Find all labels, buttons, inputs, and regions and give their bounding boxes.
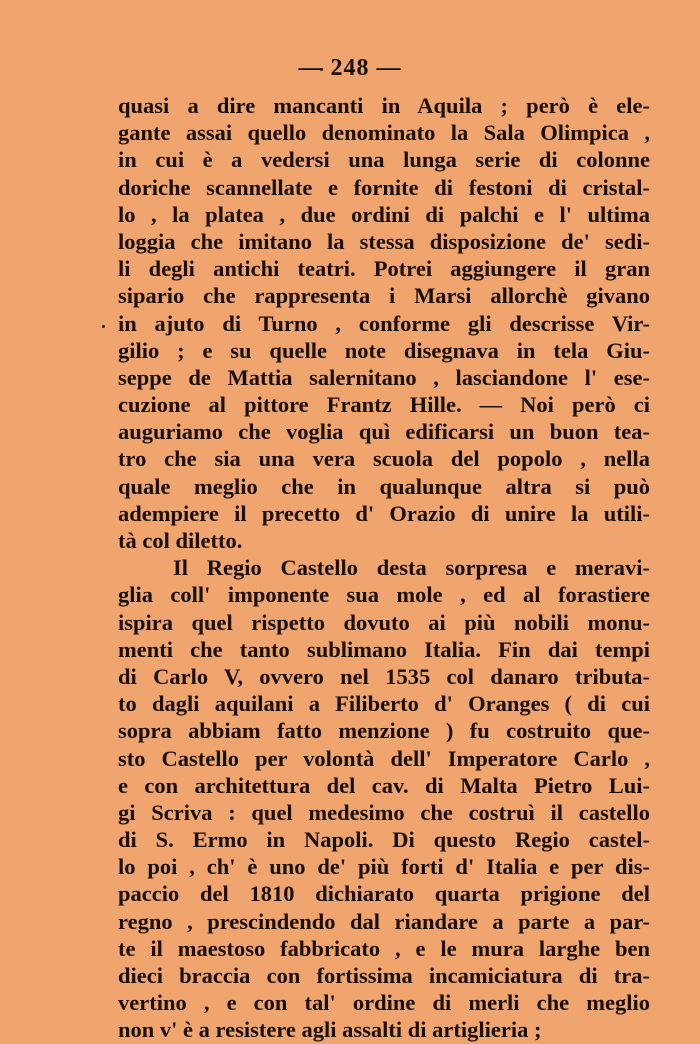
text-line: auguriamo che voglia quì edificarsi un buon tea- xyxy=(118,419,650,445)
text-line: in cui è a vedersi una lunga serie di colonne xyxy=(118,147,650,173)
text-line: glia coll' imponente sua mole , ed al forastiere xyxy=(118,582,650,608)
text-line: regno , prescindendo dal riandare a parte a par- xyxy=(118,908,650,934)
text-line: li degli antichi teatri. Potrei aggiungere il gran xyxy=(118,256,650,282)
text-line: di Carlo V, ovvero nel 1535 col danaro tributa- xyxy=(118,663,650,689)
text-line: in ajuto di Turno , conforme gli descrisse Vir- xyxy=(118,310,650,336)
text-line: sopra abbiam fatto menzione ) fu costruito que- xyxy=(118,718,650,744)
text-line: cuzione al pittore Frantz Hille. — Noi però ci xyxy=(118,392,650,418)
paragraph xyxy=(118,554,650,1043)
text-line: ispira quel rispetto dovuto ai più nobili monu- xyxy=(118,609,650,635)
text-line: di S. Ermo in Napoli. Di questo Regio castel- xyxy=(118,827,650,853)
text-line: sipario che rappresenta i Marsi allorchè givano xyxy=(118,283,650,309)
text-line: sto Castello per volontà dell' Imperatore Carlo , xyxy=(118,745,650,771)
text-line: seppe de Mattia salernitano , lasciandone l' ese- xyxy=(118,364,650,390)
text-line: gi Scriva : quel medesimo che costruì il castello xyxy=(118,799,650,825)
text-line: gante assai quello denominato la Sala Olimpica , xyxy=(118,120,650,146)
text-line: paccio del 1810 dichiarato quarta prigione del xyxy=(118,881,650,907)
text-line: tà col diletto. xyxy=(118,528,243,553)
text-line: lo poi , ch' è uno de' più forti d' Italia e per dis- xyxy=(118,854,650,880)
text-line: vertino , e con tal' ordine di merli che meglio xyxy=(118,990,650,1016)
page-number: — 248 — xyxy=(298,55,402,81)
print-speck xyxy=(102,325,105,328)
text-line: te il maestoso fabbricato , e le mura larghe ben xyxy=(118,935,650,961)
text-line: loggia che imitano la stessa disposizione de' sedi- xyxy=(118,228,650,254)
text-line: lo , la platea , due ordini di palchi e l' ultima xyxy=(118,201,650,227)
text-line: Il Regio Castello desta sorpresa e meravi- xyxy=(173,555,650,581)
text-line: tro che sia una vera scuola del popolo , nella xyxy=(118,446,650,472)
text-line: non v' è a resistere agli assalti di artiglieria ; xyxy=(118,1017,542,1043)
paragraph xyxy=(118,92,650,554)
text-line: to dagli aquilani a Filiberto d' Oranges ( di cui xyxy=(118,691,650,717)
text-line: dieci braccia con fortissima incamiciatura di tra- xyxy=(118,963,650,988)
page-body-text xyxy=(118,92,650,1044)
text-line: quale meglio che in qualunque altra si può xyxy=(118,473,650,499)
text-line: adempiere il precetto d' Orazio di unire la utili- xyxy=(118,500,650,526)
text-line: doriche scannellate e fornite di festoni di cristal- xyxy=(118,174,650,200)
text-line: quasi a dire mancanti in Aquila ; però è ele- xyxy=(118,93,650,118)
text-line: gilio ; e su quelle note disegnava in tela Giu- xyxy=(118,337,650,363)
text-line: menti che tanto sublimano Italia. Fin dai tempi xyxy=(118,636,650,662)
text-line: e con architettura del cav. di Malta Pietro Lui- xyxy=(118,772,650,798)
